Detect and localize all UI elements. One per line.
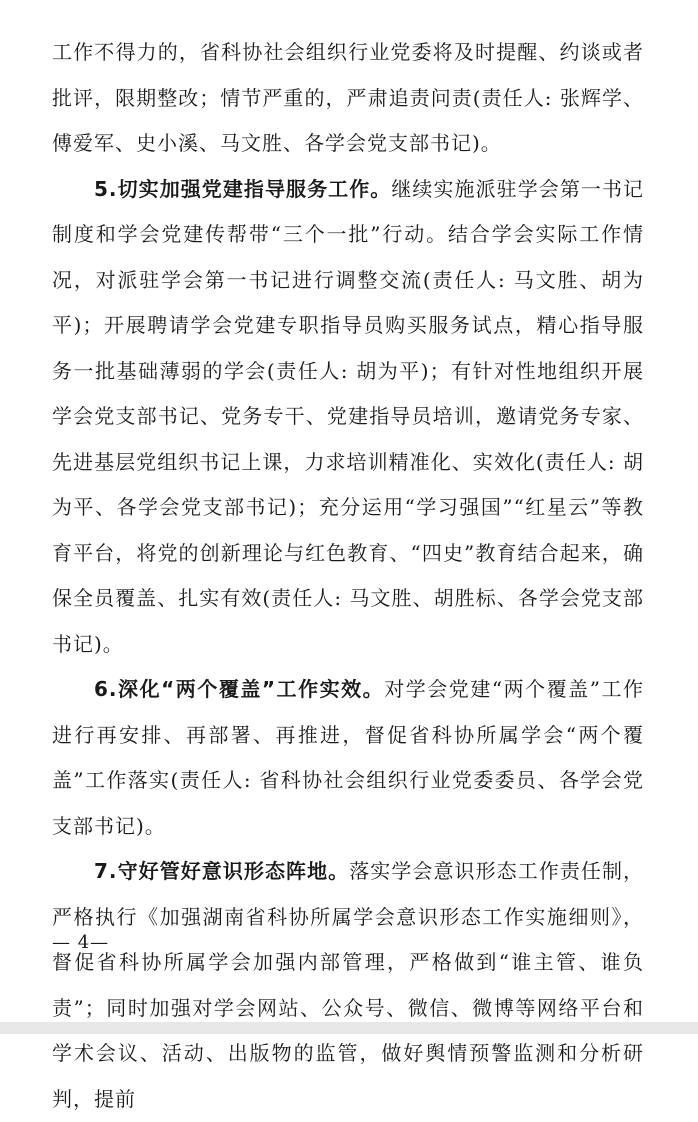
document-body	[52, 30, 644, 1122]
paragraph-heading: 6.深化“两个覆盖”工作实效。	[94, 677, 385, 701]
paragraph-heading: 5.切实加强党建指导服务工作。	[94, 176, 392, 201]
page-number: — 4—	[52, 932, 110, 953]
paragraph-item-7	[52, 849, 644, 1122]
paragraph-continuation	[52, 30, 644, 167]
paragraph-item-6	[52, 667, 644, 849]
paragraph-text: 继续实施派驻学会第一书记制度和学会党建传帮带“三个一批”行动。结合学会实际工作情况，对派驻学会第一书记进行调整交流(责任人: 马文胜、胡为平)；开展聘请学会党建专职指导员购买服务试点，精心指导服务一批基础薄弱的学会(责任人: 胡为平)；有针对性地组织开展学会党支部书记、党务专干、党建指导员培训，邀请党务专家、先进基层党组织书记上课，力求培训精准化、实效化(责任人: 胡为平、各学会党支部书记)；充分运用“学习强国”“红星云”等教育平台，将党的创新理论与红色教育、“四史”教育结合起来，确保全员覆盖、扎实有效(责任人: 马文胜、胡胜标、各学会党支部书记)。	[52, 176, 645, 656]
paragraph-heading: 7.守好管好意识形态阵地。	[94, 859, 350, 883]
paragraph-item-5	[52, 167, 644, 668]
paragraph-text: 对学会党建“两个覆盖”工作进行再安排、再部署、再推进，督促省科协所属学会“两个覆盖”工作落实(责任人: 省科协社会组织行业党委委员、各学会党支部书记)。	[52, 677, 644, 838]
page-bottom-edge	[0, 1022, 698, 1034]
paragraph-text: 工作不得力的，省科协社会组织行业党委将及时提醒、约谈或者批评，限期整改；情节严重的，严肃追责问责(责任人: 张辉学、傅爱军、史小溪、马文胜、各学会党支部书记)。	[52, 40, 644, 155]
paragraph-text: 落实学会意识形态工作责任制，严格执行《加强湖南省科协所属学会意识形态工作实施细则》，督促省科协所属学会加强内部管理，严格做到“谁主管、谁负责”；同时加强对学会网站、公众号、微信、微博等网络平台和学术会议、活动、出版物的监管，做好舆情预警监测和分析研判，提前	[52, 859, 645, 1111]
